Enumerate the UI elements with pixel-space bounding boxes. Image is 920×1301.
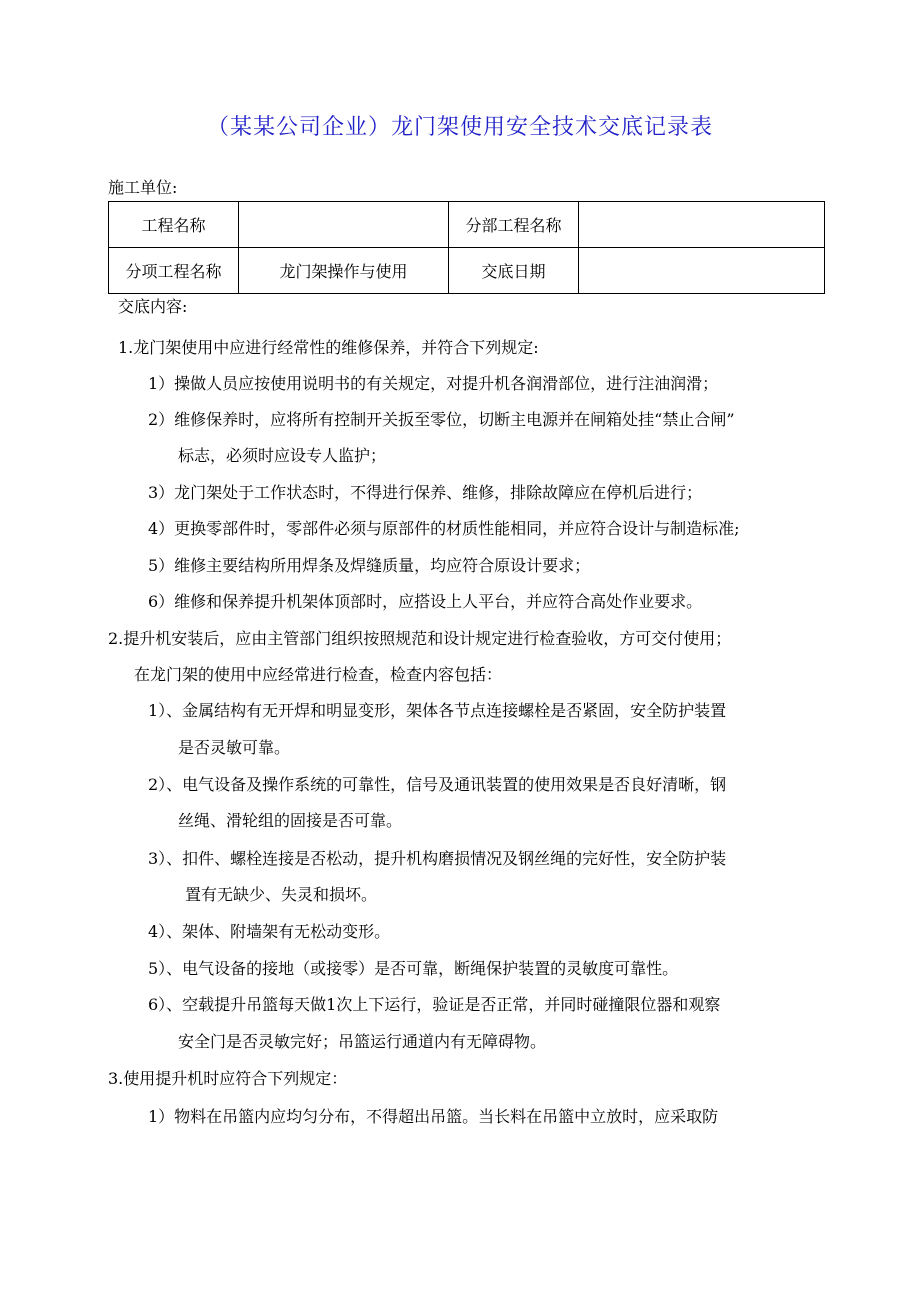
list-item: 1）操做人员应按使用说明书的有关规定，对提升机各润滑部位，进行注油润滑；: [148, 374, 719, 393]
list-item: 4）、架体、附墙架有无松动变形。: [148, 922, 391, 941]
list-item: 5）维修主要结构所用焊条及焊缝质量，均应符合原设计要求；: [148, 556, 591, 575]
item-name-label: 分项工程名称: [109, 248, 239, 294]
list-item: 1）物料在吊篮内应均匀分布，不得超出吊篮。当长料在吊篮中立放时，应采取防: [148, 1107, 719, 1126]
list-item-continuation: 标志，必须时应设专人监护；: [178, 446, 387, 465]
section-2-heading: 2.提升机安装后，应由主管部门组织按照规范和设计规定进行检查验收，方可交付使用；: [108, 629, 732, 648]
sub-project-value: [579, 202, 825, 248]
list-item-continuation: 是否灵敏可靠。: [178, 738, 291, 757]
sub-project-label: 分部工程名称: [449, 202, 579, 248]
construction-unit-label: 施工单位:: [108, 178, 178, 197]
list-item: 6）维修和保养提升机架体顶部时，应搭设上人平台，并应符合高处作业要求。: [148, 592, 703, 611]
date-value: [579, 248, 825, 294]
list-item-continuation: 安全门是否灵敏完好；吊篮运行通道内有无障碍物。: [178, 1032, 547, 1051]
item-name-value: 龙门架操作与使用: [239, 248, 449, 294]
table-row: [109, 202, 825, 248]
list-item: 5）、电气设备的接地（或接零）是否可靠，断绳保护装置的灵敏度可靠性。: [148, 959, 679, 978]
list-item: 3）、扣件、螺栓连接是否松动，提升机构磨损情况及钢丝绳的完好性，安全防护装: [148, 849, 727, 868]
list-item: 1）、金属结构有无开焊和明显变形，架体各节点连接螺栓是否紧固，安全防护装置: [148, 701, 727, 720]
list-item-continuation: 置有无缺少、失灵和损坏。: [185, 885, 378, 904]
list-item: 2）维修保养时，应将所有控制开关扳至零位，切断主电源并在闸箱处挂“禁止合闸”: [148, 410, 735, 429]
section-2-continuation: 在龙门架的使用中应经常进行检查，检查内容包括：: [134, 665, 503, 684]
list-item: 4）更换零部件时，零部件必须与原部件的材质性能相同，并应符合设计与制造标准;: [148, 519, 740, 538]
section-3-heading: 3.使用提升机时应符合下列规定：: [108, 1069, 348, 1088]
list-item: 6）、空载提升吊篮每天做1次上下运行，验证是否正常，并同时碰撞限位器和观察: [148, 995, 721, 1014]
date-label: 交底日期: [449, 248, 579, 294]
list-item-continuation: 丝绳、滑轮组的固接是否可靠。: [178, 811, 403, 830]
table-row: [109, 248, 825, 294]
page-title: （某某公司企业）龙门架使用安全技术交底记录表: [206, 115, 713, 140]
info-table: [108, 201, 825, 294]
list-item: 2）、电气设备及操作系统的可靠性，信号及通讯装置的使用效果是否良好清晰，钢: [148, 775, 727, 794]
project-name-label: 工程名称: [109, 202, 239, 248]
section-1-heading: 1.龙门架使用中应进行经常性的维修保养，并符合下列规定:: [118, 338, 539, 357]
list-item: 3）龙门架处于工作状态时，不得进行保养、维修，排除故障应在停机后进行；: [148, 483, 703, 502]
project-name-value: [239, 202, 449, 248]
content-label: 交底内容:: [118, 297, 188, 316]
